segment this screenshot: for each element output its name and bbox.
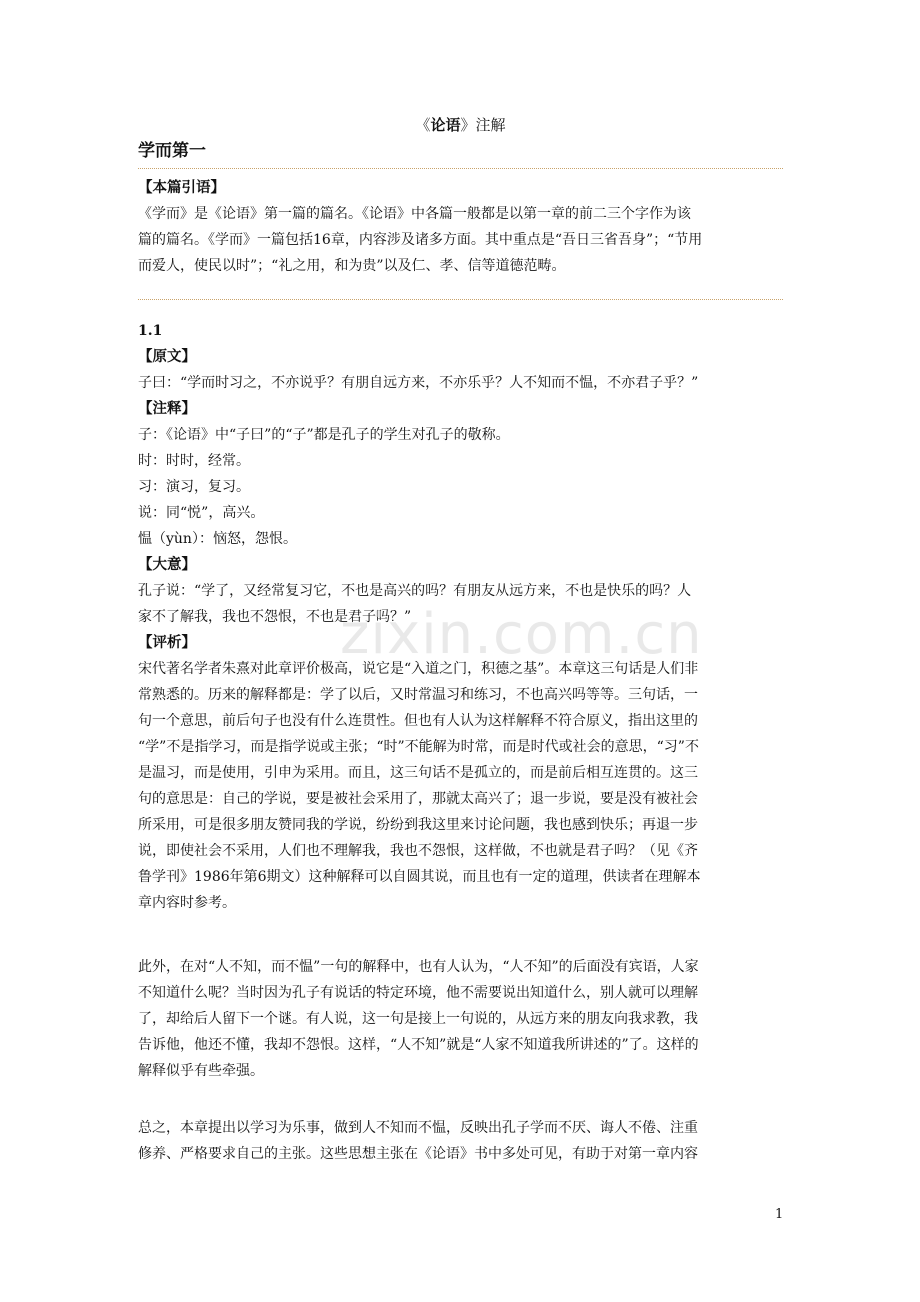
intro-heading: 【本篇引语】 [138,179,225,196]
commentary-line: 鲁学刊》1986年第6期文）这种解释可以自圆其说，而且也有一定的道理，供读者在理解本 [138,869,701,885]
commentary-line: 告诉他，他还不懂，我却不怨恨。这样，“人不知”就是“人家不知道我所讲述的”了。这样的 [138,1037,699,1053]
meaning-line: 孔子说：“学了，又经常复习它，不也是高兴的吗？有朋友从远方来，不也是快乐的吗？人 [138,583,692,599]
commentary-paragraph-2 [138,954,783,1084]
commentary-paragraph-3 [138,1115,783,1167]
intro-line: 篇的篇名。《学而》一篇包括16章，内容涉及诸多方面。其中重点是“吾日三省吾身”；“节用 [138,232,703,248]
watermark: zixin.com.cn [340,602,703,667]
commentary-line: 宋代著名学者朱熹对此章评价极高，说它是“入道之门，积德之基”。本章这三句话是人们非 [138,661,699,677]
intro-line: 而爱人，使民以时”；“礼之用，和为贵”以及仁、孝、信等道德范畴。 [138,258,566,274]
note-item: 习：演习，复习。 [138,479,250,495]
intro-section [138,175,783,279]
commentary-line: 此外，在对“人不知，而不愠”一句的解释中，也有人认为，“人不知”的后面没有宾语，人家 [138,959,699,975]
notes-heading: 【注释】 [138,400,196,417]
commentary-line: 说，即使社会不采用，人们也不理解我，我也不怨恨，这样做，不也就是君子吗？（见《齐 [138,843,698,859]
divider-top [138,168,783,169]
commentary-line: 解释似乎有些牵强。 [138,1063,264,1079]
commentary-line: “学”不是指学习，而是指学说或主张；“时”不能解为时常，而是时代或社会的意思，“习”不 [138,739,699,755]
section-number: 1.1 [138,323,163,339]
commentary-line: 不知道什么呢？当时因为孔子有说话的特定环境，他不需要说出知道什么，别人就可以理解 [138,985,698,1001]
commentary-line: 总之，本章提出以学习为乐事，做到人不知而不愠，反映出孔子学而不厌、诲人不倦、注重 [138,1120,698,1136]
meaning-line: 家不了解我，我也不怨恨，不也是君子吗？” [138,609,412,625]
intro-line: 《学而》是《论语》第一篇的篇名。《论语》中各篇一般都是以第一章的前二三个字作为该 [138,206,691,222]
original-heading: 【原文】 [138,348,196,365]
note-item: 愠（yùn）：恼怒，怨恨。 [138,531,297,547]
document-title: 《论语》注解 [415,116,506,134]
commentary-heading: 【评析】 [138,634,196,651]
original-text: 子曰：“学而时习之，不亦说乎？有朋自远方来，不亦乐乎？人不知而不愠，不亦君子乎？” [138,375,699,391]
note-item: 时：时时，经常。 [138,453,250,469]
commentary-line: 是温习，而是使用，引申为采用。而且，这三句话不是孤立的，而是前后相互连贯的。这三 [138,765,698,781]
note-item: 子：《论语》中“子曰”的“子”都是孔子的学生对孔子的敬称。 [138,427,510,443]
commentary-line: 章内容时参考。 [138,895,236,911]
meaning-heading: 【大意】 [138,556,196,573]
chapter-title: 学而第一 [138,141,206,161]
page-number: 1 [775,1207,784,1222]
commentary-line: 句的意思是：自己的学说，要是被社会采用了，那就太高兴了；退一步说，要是没有被社会 [138,791,698,807]
divider-intro [138,299,783,300]
commentary-line: 常熟悉的。历来的解释都是：学了以后，又时常温习和练习，不也高兴吗等等。三句话，一 [138,687,698,703]
commentary-line: 了，却给后人留下一个谜。有人说，这一句是接上一句说的，从远方来的朋友向我求教，我 [138,1011,698,1027]
commentary-line: 所采用，可是很多朋友赞同我的学说，纷纷到我这里来讨论问题，我也感到快乐；再退一步 [138,817,698,833]
commentary-line: 句一个意思，前后句子也没有什么连贯性。但也有人认为这样解释不符合原义，指出这里的 [138,713,698,729]
commentary-line: 修养、严格要求自己的主张。这些思想主张在《论语》书中多处可见，有助于对第一章内容 [138,1146,698,1162]
note-item: 说：同“悦”，高兴。 [138,505,265,521]
